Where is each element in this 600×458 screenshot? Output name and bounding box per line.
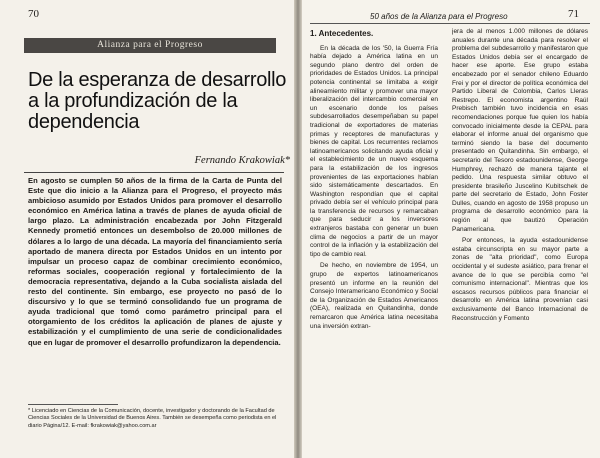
right-page-number: 71 <box>568 8 579 20</box>
paragraph: De hecho, en noviembre de 1954, un grupo de expertos latinoamericanos presentó un informe en la reunión del Consejo Interamericano Económico y Social de la Organización de Estados Americanos (OEA), realizada en Quitandinha, donde remarcaron que América latina necesitaba una inversión extran- <box>310 262 438 330</box>
paragraph: Por entonces, la ayuda estadounidense estaba circunscripta en su mayor parte a zonas de "alta prioridad", como Europa occidental y el sudeste asiático, para frenar el avance de lo que se percibía como "el comunismo internacional". Mientras que los escasos recursos públicos para financiar el desarrollo en América latina provenían casi exclusivamente del Banco Internacional de Reconstrucción y Fomento <box>452 237 588 322</box>
title-divider <box>24 172 284 173</box>
text-column-1 <box>310 30 438 454</box>
article-lead: En agosto se cumplen 50 años de la firma de la Carta de Punta del Este que dio inicio a la Alianza para el Progreso, el proyecto más ambicioso asumido por Estados Unidos para promover el desarrollo económico en América latina a través de planes de ayuda oficial de largo plazo. La administración encabezada por John Fitzgerald Kennedy prometió entonces un desembolso de 20.000 millones de dólares a lo largo de una década. La mayoría del financiamiento sería aportado de manera directa por Estados Unidos en un intento por impulsar un proceso capaz de combinar crecimiento económico, reformas sociales, cooperación regional y fortalecimiento de la democracia representativa, dejando a la Cuba socialista aislada del resto del continente. Sin embargo, ese proyecto no pasó de lo discursivo y lo que se terminó consolidando fue un programa de ayuda tradicional que tomó como parámetro principal para el otorgamiento de los créditos la aplicación de planes de ajuste y estabilización y el cumplimiento de una serie de condicionalidades que en lugar de promover el desarrollo profundizaron la dependencia. <box>28 176 282 347</box>
book-gutter <box>294 0 302 458</box>
header-rule <box>310 23 590 24</box>
paragraph: En la década de los '50, la Guerra Fría había dejado a América latina en un segundo plano dentro del orden de prioridades de Estados Unidos. La principal potencia continental se limitaba a exigir alineamiento militar y promover una mayor liberalización del intercambio comercial en un escenario donde los países subdesarrollados desempeñaban su papel tradicional de exportadores de materias primas y receptores de manufacturas y bienes de capital. Los recurrentes reclamos latinoamericanos solicitando ayuda oficial y el establecimiento de un nuevo esquema para la estabilización de los ingresos provenientes de las exportaciones habían sido sistemáticamente descartados. En Washington respondían que el capital privado debía ser el vehículo principal para la transferencia de recursos y remarcaban que para seducir a los inversores extranjeros bastaba con generar un buen clima de negocios a partir de un mayor control de la inflación y la estabilización del tipo de cambio real. <box>310 44 438 258</box>
author-footnote: * Licenciado en Ciencias de la Comunicación, docente, investigador y doctorando de la Facultad de Ciencias Sociales de la Universidad de Buenos Aires. También se desempeña como periodista en el diario Página/12. E-mail: fkrakowiak@yahoo.com.ar <box>28 408 277 429</box>
paragraph: jera de al menos 1.000 millones de dólares anuales durante una década para resolver el problema del subdesarrollo y manifestaron que Estados Unidos debía ser el encargado de hacer ese aporte. Ese grupo estaba encabezado por el senador chileno Eduardo Frei y por el director de política económica del Partido Liberal de Colombia, Carlos Lleras Restrepo. El economista argentino Raúl Prebisch también tuvo incidencia en esas recomendaciones porque fue quien los había convocado inicialmente desde la CEPAL para elaborar el informe anual del organismo que terminó siendo la base del documento presentado en Quitandinha. Sin embargo, el secretario del Tesoro estadounidense, George Humphrey, rechazó de manera tajante el pedido. Una respuesta similar obtuvo el presidente brasileño Juscelino Kubitschek de parte del secretario de Estado, John Foster Dulles, cuando en agosto de 1958 propuso un programa de desarrollo económico para la región al que bautizó Operación Panamericana. <box>452 28 588 233</box>
article-title: De la esperanza de desarrollo a la profundización de la dependencia <box>28 69 287 133</box>
left-page-number: 70 <box>28 8 39 20</box>
section-banner: Alianza para el Progreso <box>24 38 276 53</box>
running-head: 50 años de la Alianza para el Progreso <box>370 12 508 21</box>
section-heading: 1. Antecedentes. <box>310 30 374 38</box>
article-author: Fernando Krakowiak* <box>194 155 290 166</box>
footnote-divider <box>28 404 118 405</box>
text-column-2 <box>452 28 588 456</box>
